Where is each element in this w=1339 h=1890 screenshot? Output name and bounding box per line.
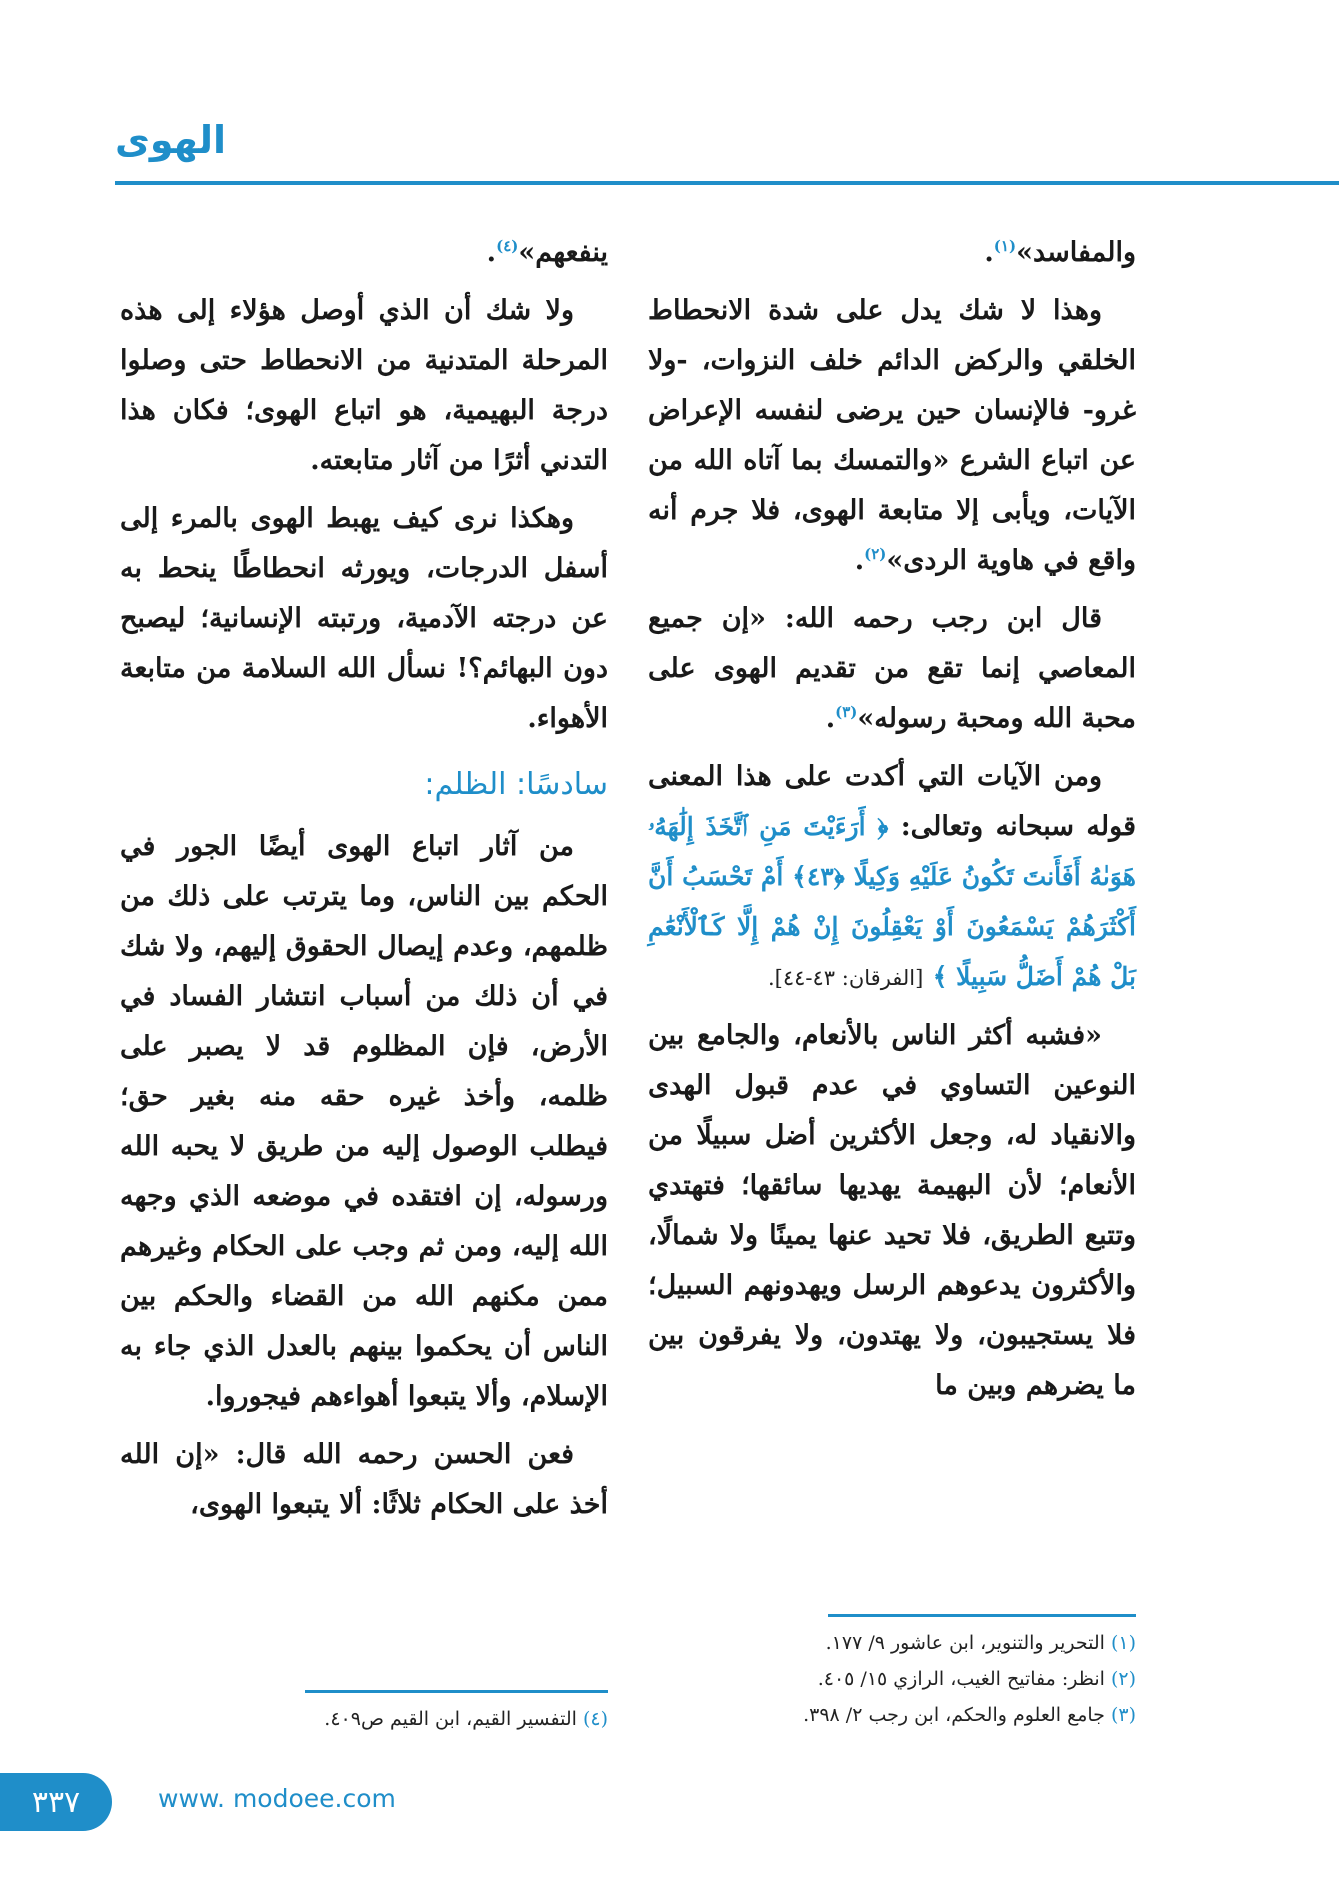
footnote xyxy=(817,1661,1136,1697)
paragraph: فعن الحسن رحمه الله قال: «إن الله أخذ على الحكام ثلاثًا: ألا يتبعوا الهوى، xyxy=(120,1439,608,1520)
section-heading: سادسًا: الظلم: xyxy=(424,767,608,802)
paragraph: من آثار اتباع الهوى أيضًا الجور في الحكم بين الناس، وما يترتب على ذلك من ظلمهم، وعدم إيصال الحقوق إليهم، ولا شك في أن ذلك من أسباب انتشار الفساد في الأرض، فإن المظلوم قد لا يصبر على ظلمه، وأخذ غيره حقه منه بغير حق؛ فيطلب الوصول إليه من طريق لا يحبه الله ورسوله، إن افتقده في موضعه الذي وجهه الله إليه، ومن ثم وجب على الحكام وغيرهم ممن مكنهم الله من القضاء والحكم بين الناس أن يحكموا بينهم بالعدل الذي جاء به الإسلام، وألا يتبعوا أهواءهم فيجوروا. xyxy=(120,831,608,1412)
paragraph: «فشبه أكثر الناس بالأنعام، والجامع بين النوعين التساوي في عدم قبول الهدى والانقياد له، وجعل الأكثرين أضل سبيلًا من الأنعام؛ لأن البهيمة يهديها سائقها؛ فتهتدي وتتبع الطريق، فلا تحيد عنها يمينًا ولا شمالًا، والأكثرون يدعوهم الرسل ويهدونهم السبيل؛ فلا يستجيبون، ولا يهتدون، ولا يفرقون بين ما يضرهم وبين ما xyxy=(648,1020,1136,1401)
paragraph-end: . xyxy=(854,545,865,576)
footnote-text: انظر: مفاتيح الغيب، الرازي ١٥/ ٤٠٥. xyxy=(817,1668,1105,1690)
footnote-text: التفسير القيم، ابن القيم ص٤٠٩. xyxy=(324,1708,577,1730)
verse-intro: ومن الآيات التي أكدت على هذا المعنى قوله سبحانه وتعالى: xyxy=(648,761,1136,842)
running-header-title: الهوى xyxy=(115,118,227,162)
footnote-text: جامع العلوم والحكم، ابن رجب ٢/ ٣٩٨. xyxy=(803,1704,1105,1726)
footnote xyxy=(803,1697,1136,1733)
paragraph-with-verse xyxy=(648,752,1136,1003)
footnote-ref-1[interactable]: (١) xyxy=(993,237,1017,255)
paragraph-end: . xyxy=(825,703,836,734)
footnote xyxy=(305,1701,608,1737)
header-divider xyxy=(115,181,1339,185)
footnote-number: (٤) xyxy=(582,1708,608,1730)
paragraph-continuation xyxy=(120,228,608,278)
page-number: ٣٣٧ xyxy=(31,1784,81,1820)
paragraph-text: وهذا لا شك يدل على شدة الانحطاط الخلقي والركض الدائم خلف النزوات، -ولا غرو- فالإنسان حين يرضى لنفسه الإعراض عن اتباع الشرع «والتمسك بما آتاه الله من الآيات، ويأبى إلا متابعة الهوى، فلا جرم أنه واقع في هاوية الردى» xyxy=(648,295,1136,576)
paragraph xyxy=(648,594,1136,744)
paragraph-end: . xyxy=(984,237,994,268)
footnote-number: (٢) xyxy=(1110,1668,1136,1690)
paragraph: وهكذا نرى كيف يهبط الهوى بالمرء إلى أسفل الدرجات، ويورثه انحطاطًا ينحط به عن درجته الآدمية، ورتبته الإنسانية؛ ليصبح دون البهائم؟! نسأل الله السلامة من متابعة الأهواء. xyxy=(120,503,608,734)
paragraph xyxy=(648,286,1136,586)
footnote-number: (١) xyxy=(1110,1632,1136,1654)
footnote-ref-3[interactable]: (٣) xyxy=(835,703,858,721)
paragraph-text: ينفعهم» xyxy=(518,237,608,268)
footnote-text: التحرير والتنوير، ابن عاشور ٩/ ١٧٧. xyxy=(825,1632,1105,1654)
paragraph-text: قال ابن رجب رحمه الله: «إن جميع المعاصي إنما تقع من تقديم الهوى على محبة الله ومحبة رسوله» xyxy=(648,603,1136,734)
footnote xyxy=(825,1625,1136,1661)
verse-reference: [الفرقان: ٤٣-٤٤]. xyxy=(767,966,924,990)
footnotes-right xyxy=(803,1614,1136,1733)
footnote-divider xyxy=(305,1690,608,1693)
footnote-ref-2[interactable]: (٢) xyxy=(864,545,887,563)
paragraph-text: والمفاسد» xyxy=(1016,237,1136,268)
footnote-number: (٣) xyxy=(1110,1704,1136,1726)
footnote-ref-4[interactable]: (٤) xyxy=(496,237,519,255)
quran-verse: ﴿ أَرَءَيْتَ مَنِ ٱتَّخَذَ إِلَٰهَهُۥ هَوَىٰهُ أَفَأَنتَ تَكُونُ عَلَيْهِ وَكِيلًا ﴿٤٣﴾ أَمْ تَحْسَبُ أَنَّ أَكْثَرَهُمْ يَسْمَعُونَ أَوْ يَعْقِلُونَ إِنْ هُمْ إِلَّا كَٱلْأَنْعَٰمِ بَلْ هُمْ أَضَلُّ سَبِيلًا ﴾ xyxy=(648,812,1136,991)
paragraph-end: . xyxy=(486,237,497,268)
footnote-divider xyxy=(828,1614,1136,1617)
paragraph: ولا شك أن الذي أوصل هؤلاء إلى هذه المرحلة المتدنية من الانحطاط حتى وصلوا درجة البهيمية، هو اتباع الهوى؛ فكان هذا التدني أثرًا من آثار متابعته. xyxy=(120,295,608,476)
website-url[interactable]: www. modoee.com xyxy=(158,1784,396,1813)
page-number-badge xyxy=(0,1773,112,1831)
paragraph-continuation xyxy=(648,228,1136,278)
right-column xyxy=(648,228,1136,1419)
footnotes-left xyxy=(305,1690,608,1737)
left-column xyxy=(120,228,608,1538)
